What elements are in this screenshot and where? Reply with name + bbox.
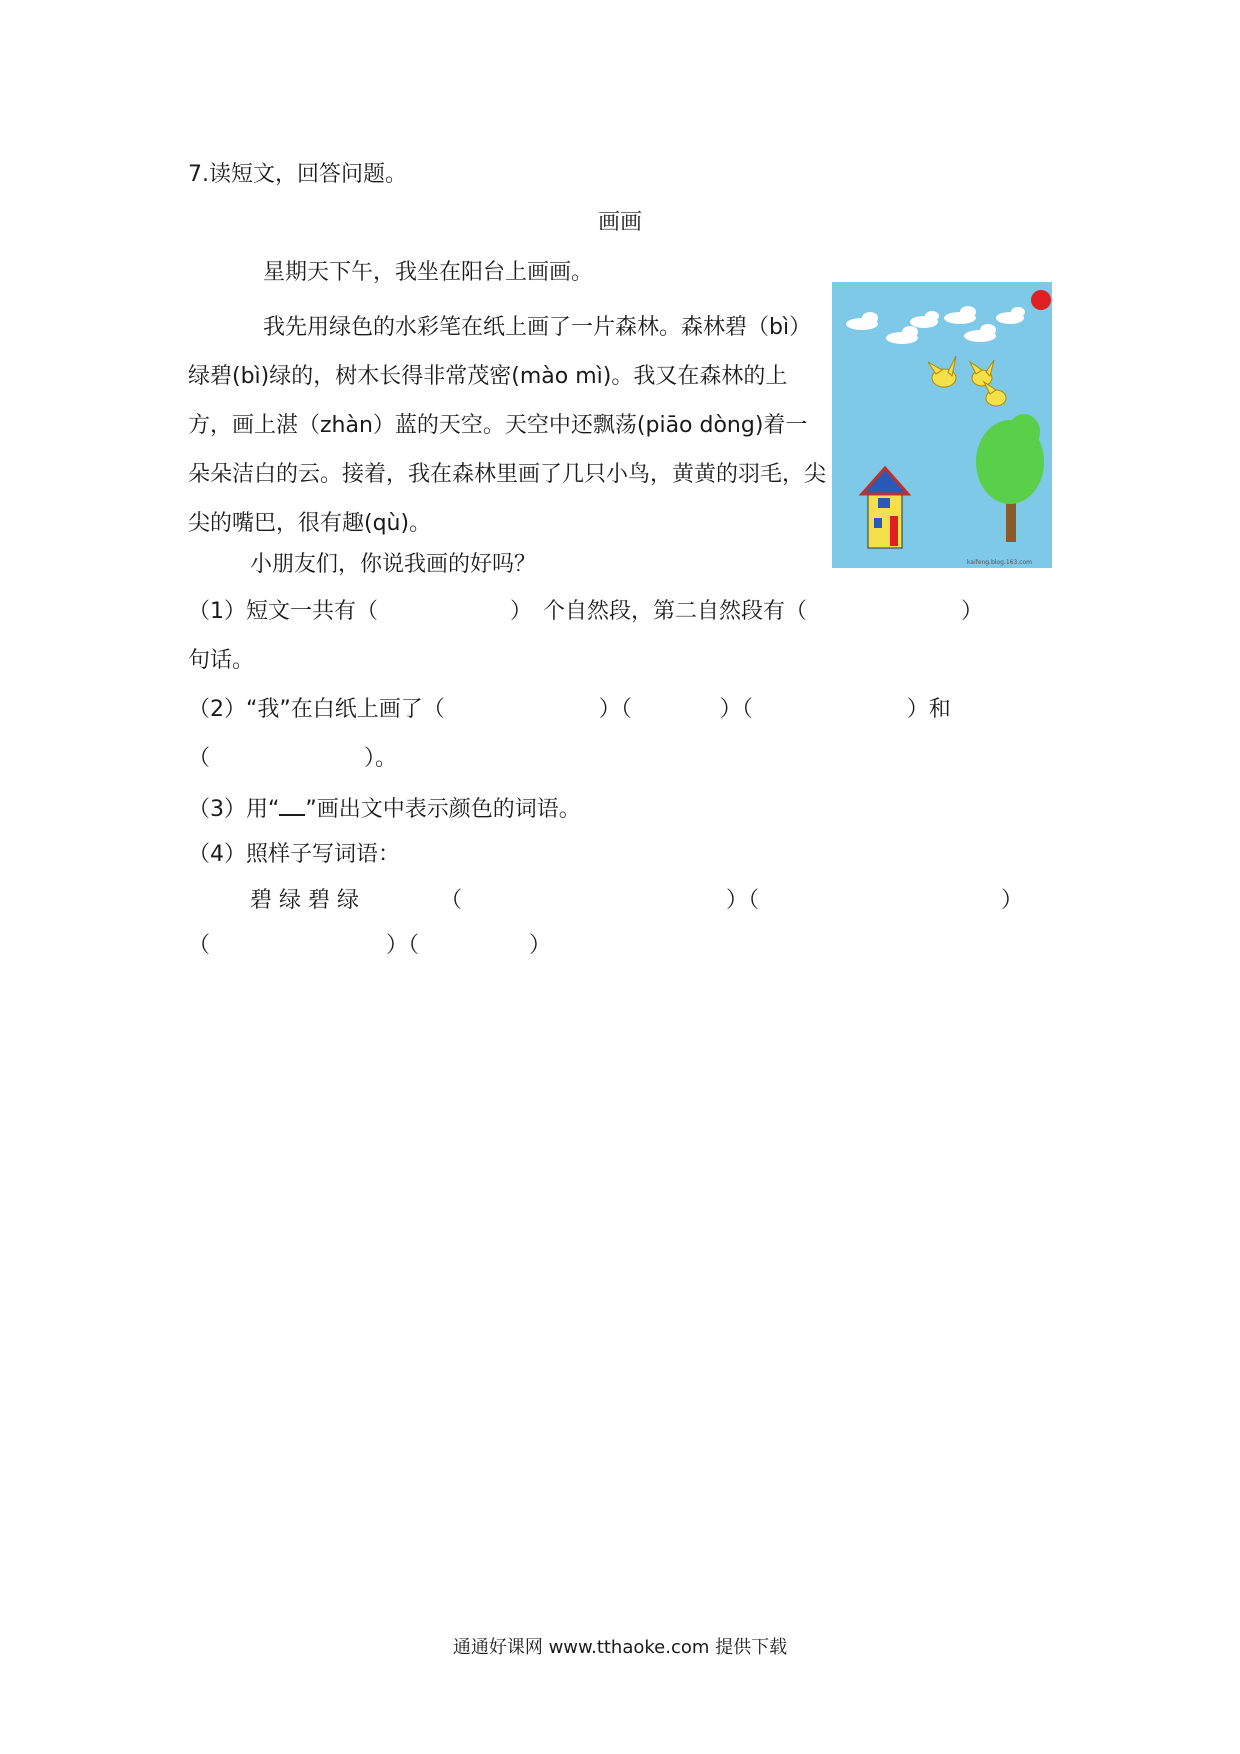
question-3-prefix: （3）用“ (188, 797, 280, 822)
question-4-blanks-row-2: （ ）（ ） (188, 933, 552, 958)
question-1-continued: 句话。 (188, 648, 255, 673)
story-illustration (832, 282, 1052, 568)
story-paragraph-2: 我先用绿色的水彩笔在纸上画了一片森林。森林碧（bì）绿碧(bì)绿的，树木长得非常茂密(mào mì)。我又在森林的上方，画上湛（zhàn）蓝的天空。天空中还飘荡(piāo dòng)着一朵朵洁白的云。接着，我在森林里画了几只小鸟，黄黄的羽毛，尖尖的嘴巴，很有趣(qù)。 (188, 315, 827, 536)
story-title: 画画 (597, 210, 642, 235)
question-4: （4）照样子写词语： (188, 842, 400, 867)
question-3 (188, 795, 581, 825)
question-1: （1）短文一共有（ ） 个自然段，第二自然段有（ ） (188, 599, 983, 624)
footer: 通通好课网 www.tthaoke.com 提供下载 (452, 1637, 788, 1658)
image-watermark: kaifeng.blog.163.com (966, 559, 1032, 566)
question-heading: 7.读短文，回答问题。 (188, 162, 407, 187)
question-4-example: 碧 绿 碧 绿 (250, 888, 359, 913)
story-paragraph-1: 星期天下午，我坐在阳台上画画。 (263, 260, 594, 285)
underline-mark (279, 796, 305, 816)
sun-icon (1031, 290, 1051, 310)
story-paragraph-3: 小朋友们，你说我画的好吗？ (250, 552, 537, 577)
question-3-suffix: ”画出文中表示颜色的词语。 (305, 797, 581, 822)
question-2: （2）“我”在白纸上画了（ ）（ ）（ ）和 (188, 697, 951, 722)
question-2-continued: （ ）。 (188, 746, 398, 771)
question-4-blanks-row-1: （ ）（ ） (440, 888, 1024, 913)
